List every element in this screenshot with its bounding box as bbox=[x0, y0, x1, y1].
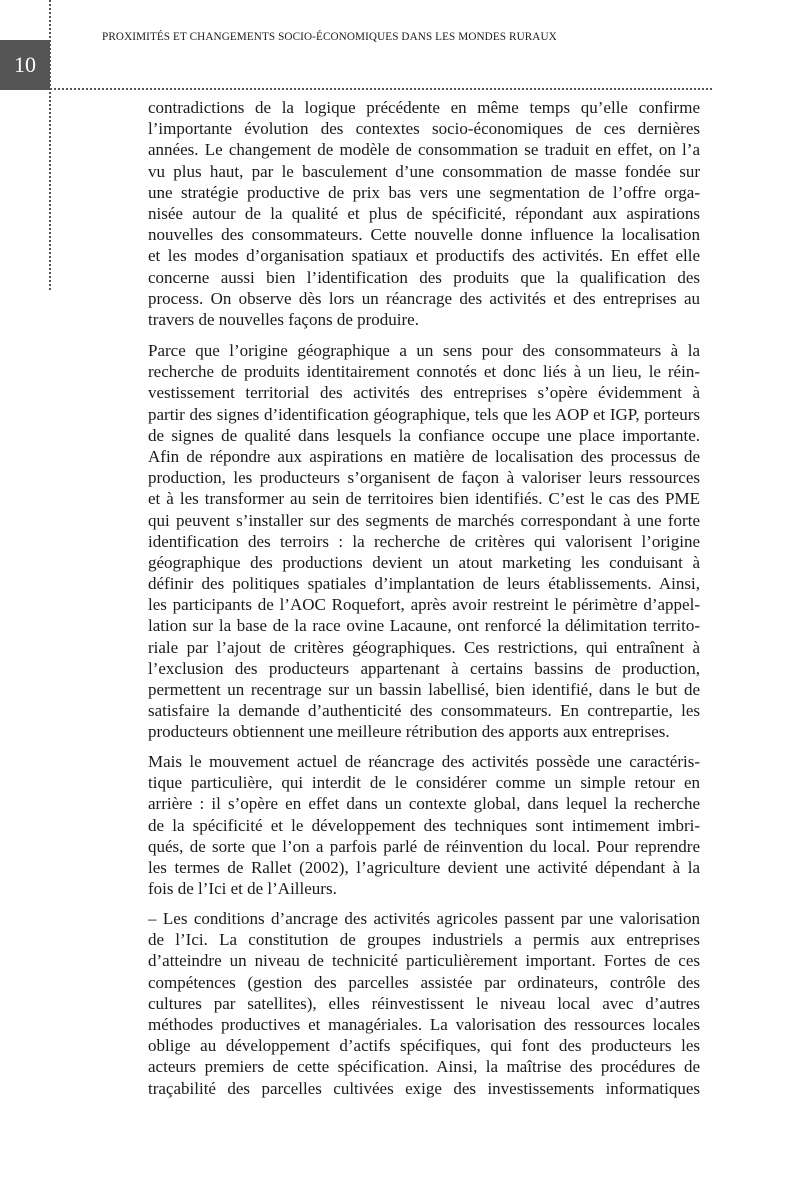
text-line: riale par l’ajout de critères géographiques. Ces restrictions, qui entraînent à bbox=[148, 637, 700, 657]
text-line: lation sur la base de la race ovine Lacaune, ont renforcé la délimitation territo- bbox=[148, 616, 700, 636]
text-line: de la spécificité et le développement des techniques sont intimement imbri- bbox=[148, 815, 700, 835]
text-line: et à les transformer au sein de territoires bien identifiés. C’est le cas des PME bbox=[148, 489, 700, 509]
text-line: cultures par satellites), elles réinvestissent le niveau local avec d’autres bbox=[148, 993, 700, 1013]
text-line: méthodes productives et managériales. La valorisation des ressources locales bbox=[148, 1014, 700, 1034]
paragraph-3 bbox=[148, 751, 700, 899]
text-line: géographique des productions devient un atout marketing les conduisant à bbox=[148, 552, 700, 572]
text-line: tique particulière, qui interdit de le considérer comme un simple retour en bbox=[148, 773, 700, 793]
text-line: partir des signes d’identification géographique, tels que les AOP et IGP, porteurs bbox=[148, 404, 700, 424]
text-line: permettent un recentrage sur un bassin labellisé, bien identifié, dans le but de bbox=[148, 680, 700, 699]
text-line: identification des terroirs : la recherche de critères qui valorisent l’origine bbox=[148, 531, 700, 551]
text-line: production, les producteurs s’organisent de façon à valoriser leurs ressources bbox=[148, 468, 700, 488]
text-line: nisée autour de la qualité et plus de spécificité, répondant aux aspirations bbox=[148, 203, 700, 223]
text-line: définir des politiques spatiales d’implantation de leurs établissements. Ainsi, bbox=[148, 574, 700, 594]
text-line: process. On observe dès lors un réancrage des activités et des entreprises au bbox=[148, 288, 700, 308]
text-line: producteurs obtiennent une meilleure rétribution des apports aux entreprises. bbox=[148, 722, 670, 742]
paragraph-2 bbox=[148, 340, 700, 743]
text-line: Afin de répondre aux aspirations en matière de localisation des processus de bbox=[148, 446, 700, 466]
text-line: travers de nouvelles façons de produire. bbox=[148, 309, 419, 329]
text-line: arrière : il s’opère en effet dans un contexte global, dans lequel la recherche bbox=[148, 794, 700, 814]
text-line: contradictions de la logique précédente en même temps qu’elle confirme bbox=[148, 98, 700, 117]
text-line: qui peuvent s’installer sur des segments de marchés correspondant à une forte bbox=[148, 510, 700, 530]
text-line: les participants de l’AOC Roquefort, après avoir restreint le périmètre d’appel- bbox=[148, 595, 700, 615]
text-line: Parce que l’origine géographique a un sens pour des consommateurs à la bbox=[148, 341, 700, 360]
text-line: compétences (gestion des parcelles assistée par ordinateurs, contrôle des bbox=[148, 972, 700, 992]
page-number: 10 bbox=[0, 40, 50, 90]
text-line: Mais le mouvement actuel de réancrage des activités possède une caractéris- bbox=[148, 752, 700, 771]
text-line: vestissement territorial des activités des entreprises s’opère évidemment à bbox=[148, 383, 700, 403]
header-dotted-rule bbox=[50, 88, 712, 90]
text-line: fois de l’Ici et de l’Ailleurs. bbox=[148, 879, 337, 899]
text-line: les termes de Rallet (2002), l’agriculture devient une activité dépendant à la bbox=[148, 857, 700, 877]
text-line: qués, de sorte que l’on a parfois parlé de réinvention du local. Pour reprendre bbox=[148, 836, 700, 856]
running-title: PROXIMITÉS ET CHANGEMENTS SOCIO-ÉCONOMIQUES DANS LES MONDES RURAUX bbox=[102, 31, 557, 43]
text-line: d’atteindre un niveau de technicité particulièrement important. Fortes de ces bbox=[148, 951, 700, 971]
text-line: de signes de qualité dans lesquels la confiance occupe une place importante. bbox=[148, 425, 700, 445]
text-line: et les modes d’organisation spatiaux et productifs des activités. En effet elle bbox=[148, 246, 700, 266]
text-line: l’importante évolution des contextes socio-économiques de ces dernières bbox=[148, 119, 700, 139]
text-line: satisfaire la demande d’authenticité des consommateurs. En contrepartie, les bbox=[148, 701, 700, 721]
text-line: recherche de produits identitairement connotés et donc liés à un lieu, le réin- bbox=[148, 362, 700, 382]
text-line: années. Le changement de modèle de consommation se traduit en effet, on l’a bbox=[148, 140, 700, 160]
text-line: concerne aussi bien l’identification des produits que la qualification des bbox=[148, 267, 700, 287]
text-line: traçabilité des parcelles cultivées exige des investissements informatiques bbox=[148, 1078, 700, 1098]
paragraph-1 bbox=[148, 97, 700, 330]
text-line: nouvelles des consommateurs. Cette nouvelle donne influence la localisation bbox=[148, 225, 700, 245]
text-line: de l’Ici. La constitution de groupes industriels a permis aux entreprises bbox=[148, 930, 700, 950]
text-line: l’exclusion des producteurs appartenant à certains bassins de production, bbox=[148, 658, 700, 678]
paragraph-4 bbox=[148, 908, 700, 1099]
text-line: acteurs premiers de cette spécification. Ainsi, la maîtrise des procédures de bbox=[148, 1057, 700, 1077]
text-line: vu plus haut, par le basculement d’une consommation de masse fondée sur bbox=[148, 161, 700, 181]
text-line: – Les conditions d’ancrage des activités agricoles passent par une valorisation bbox=[148, 909, 700, 928]
text-line: oblige au développement d’actifs spécifiques, qui font des producteurs les bbox=[148, 1036, 700, 1056]
text-line: une stratégie productive de prix bas vers une segmentation de l’offre orga- bbox=[148, 182, 700, 202]
